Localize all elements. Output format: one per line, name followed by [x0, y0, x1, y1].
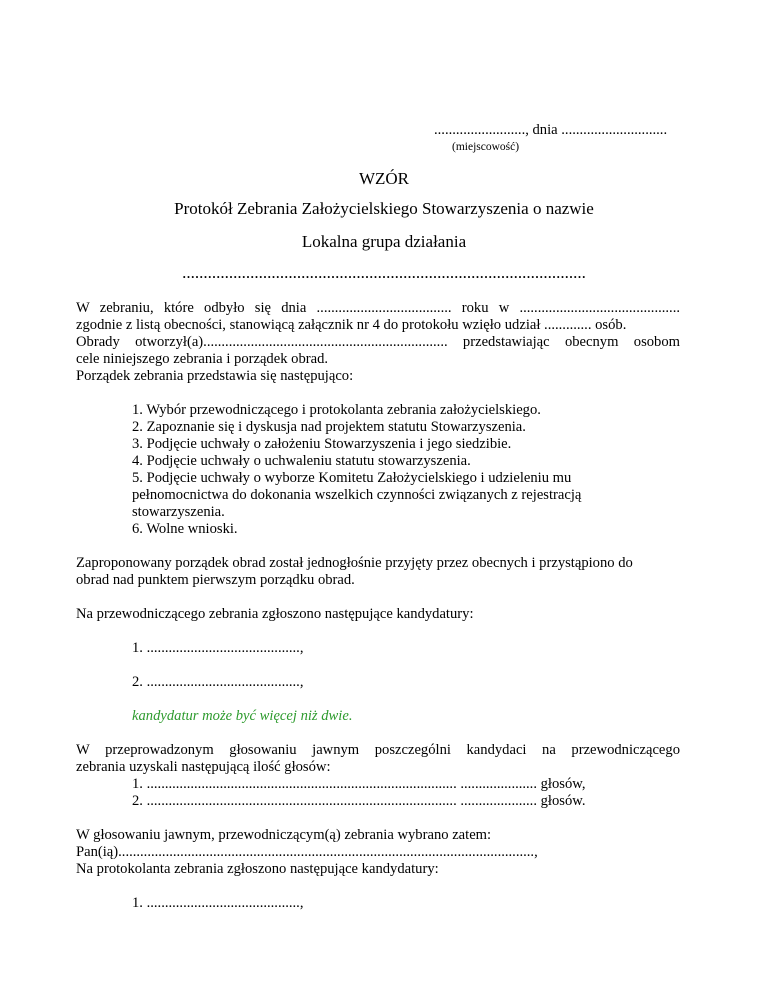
- intro-line-4: cele niniejszego zebrania i porządek obrad.: [76, 351, 329, 367]
- intro-line-5: Porządek zebrania przedstawia się następująco:: [76, 368, 354, 384]
- intro-line-2: zgodnie z listą obecności, stanowiącą załącznik nr 4 do protokołu wzięło udział ............. osób.: [76, 317, 627, 333]
- place-date-line: ........................., dnia .............................: [434, 122, 668, 138]
- doc-subtitle: Protokół Zebrania Założycielskiego Stowarzyszenia o nazwie: [174, 199, 594, 218]
- intro-line-1: W zebraniu, które odbyło się dnia ..................................... roku w ............................................: [76, 300, 680, 316]
- vote-row-1: 1. ..................................................................................... ..................... głosów,: [132, 776, 586, 792]
- agenda-item: 5. Podjęcie uchwały o wyborze Komitetu Założycielskiego i udzieleniu mu: [132, 470, 572, 486]
- accepted-line-2: obrad nad punktem pierwszym porządku obrad.: [76, 572, 355, 588]
- agenda-item: 3. Podjęcie uchwały o założeniu Stowarzyszenia i jego siedzibie.: [132, 436, 512, 452]
- doc-title: WZÓR: [358, 169, 410, 188]
- candidates-note: kandydatur może być więcej niż dwie.: [132, 708, 353, 724]
- doc-org-name: Lokalna grupa działania: [301, 232, 467, 251]
- agenda-item: 2. Zapoznanie się i dyskusja nad projektem statutu Stowarzyszenia.: [132, 419, 526, 435]
- chair-result-line-1: W głosowaniu jawnym, przewodniczącym(ą) zebrania wybrano zatem:: [76, 827, 492, 843]
- vote-line-1: W przeprowadzonym głosowaniu jawnym poszczególni kandydaci na przewodniczącego: [76, 742, 680, 758]
- accepted-line-1: Zaproponowany porządek obrad został jednogłośnie przyjęty przez obecnych i przystąpiono do: [76, 555, 633, 571]
- recorder-candidates-intro: Na protokolanta zebrania zgłoszono następujące kandydatury:: [76, 861, 439, 877]
- chair-result-line-2: Pan(ią)..................................................................................................................,: [76, 844, 538, 860]
- recorder-candidate-1: 1. ..........................................,: [132, 895, 304, 911]
- chair-candidates-intro: Na przewodniczącego zebrania zgłoszono następujące kandydatury:: [76, 606, 474, 622]
- intro-line-3: Obrady otworzył(a)................................................................... przedstawiając obecnym osobom: [76, 334, 680, 350]
- place-caption: (miejscowość): [452, 141, 520, 153]
- agenda-item: 4. Podjęcie uchwały o uchwaleniu statutu stowarzyszenia.: [132, 453, 471, 469]
- chair-candidate-1: 1. ..........................................,: [132, 640, 304, 656]
- agenda-item: stowarzyszenia.: [132, 504, 225, 520]
- agenda-item: pełnomocnictwa do dokonania wszelkich czynności związanych z rejestracją: [132, 487, 582, 503]
- vote-line-2: zebrania uzyskali następującą ilość głosów:: [76, 759, 331, 775]
- doc-name-placeholder: ...............................................................................................: [182, 263, 586, 282]
- vote-row-2: 2. ..................................................................................... ..................... głosów.: [132, 793, 586, 809]
- agenda-item: 6. Wolne wnioski.: [132, 521, 238, 537]
- agenda-item: 1. Wybór przewodniczącego i protokolanta zebrania założycielskiego.: [132, 402, 541, 418]
- chair-candidate-2: 2. ..........................................,: [132, 674, 304, 690]
